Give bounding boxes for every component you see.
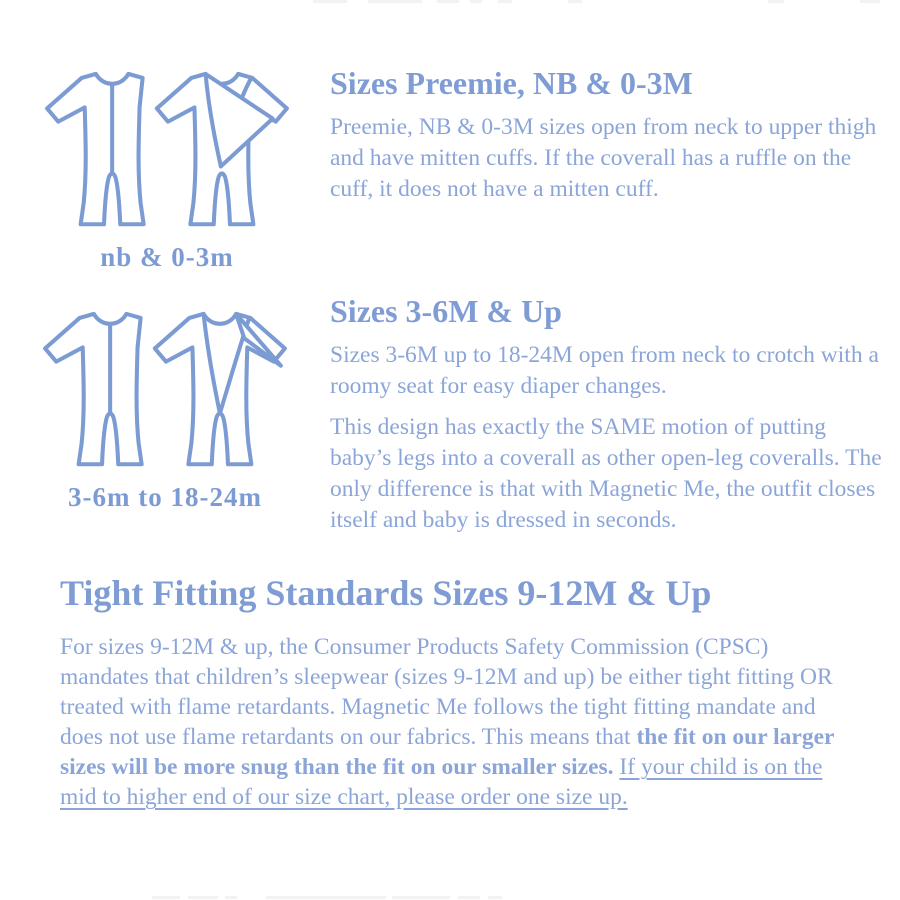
section-3-6m-up (330, 292, 888, 536)
cropped-content-artifact (568, 0, 582, 3)
coverall-closed (45, 314, 142, 464)
cropped-content-artifact (368, 0, 422, 3)
cropped-content-artifact (470, 0, 482, 3)
cropped-content-artifact (498, 0, 512, 3)
coverall-illustration-3-6m-18-24m (38, 300, 292, 513)
cropped-content-artifact (188, 896, 218, 899)
cropped-content-artifact (266, 896, 386, 899)
cropped-content-artifact (458, 896, 480, 899)
cropped-content-artifact (488, 896, 502, 899)
section-tight-fitting-standards (60, 572, 850, 812)
illustration-label-3-6m-18-24m: 3-6m to 18-24m (68, 482, 262, 512)
size-chart-order-up-link[interactable]: If your child is on the mid to higher end of our size chart, please order one size up. (60, 754, 823, 811)
section-paragraph: This design has exactly the SAME motion of putting baby’s legs into a coverall as other open-leg coveralls. The only difference is that with Magnetic Me, the outfit closes itself and baby is dressed in seconds. (330, 414, 882, 534)
coverall-pair-drawing (40, 60, 294, 230)
section-paragraph: Preemie, NB & 0-3M sizes open from neck to upper thigh and have mitten cuffs. If the coverall has a ruffle on the cuff, it does not have a mitten cuff. (330, 114, 877, 203)
cropped-content-artifact (313, 0, 347, 3)
coverall-open-to-crotch (155, 314, 285, 464)
tight-fitting-paragraph (60, 632, 850, 812)
section-heading: Sizes Preemie, NB & 0-3M (330, 65, 693, 101)
coverall-closed (47, 74, 144, 224)
coverall-illustration-nb-0-3m (40, 60, 294, 273)
section-heading: Sizes 3-6M & Up (330, 293, 562, 329)
illustration-label-nb-0-3m: nb & 0-3m (100, 242, 234, 272)
cropped-content-artifact (152, 896, 180, 899)
tight-fitting-text: For sizes 9-12M & up, the Consumer Products Safety Commission (CPSC) mandates that children’s sleepwear (sizes 9-12M and up) be either tight fitting OR treated with flame retardants. Magnetic Me follows the tight fitting mandate and does not use flame retardants on our fabrics. This means that (60, 634, 833, 751)
section-preemie-nb-0-3m (330, 64, 888, 205)
cropped-content-artifact (768, 0, 784, 3)
coverall-pair-drawing (38, 300, 292, 470)
cropped-content-artifact (392, 896, 450, 899)
section-paragraph: Sizes 3-6M up to 18-24M open from neck to crotch with a roomy seat for easy diaper changes. (330, 342, 879, 400)
cropped-content-artifact (860, 0, 880, 3)
tight-fitting-heading: Tight Fitting Standards Sizes 9-12M & Up (60, 573, 712, 613)
tight-fitting-bold-text: the fit on our larger sizes will be more snug than the fit on our smaller sizes. (60, 724, 835, 781)
cropped-content-artifact (437, 0, 459, 3)
cropped-content-artifact (225, 896, 237, 899)
coverall-open-upper-thigh (157, 74, 287, 224)
